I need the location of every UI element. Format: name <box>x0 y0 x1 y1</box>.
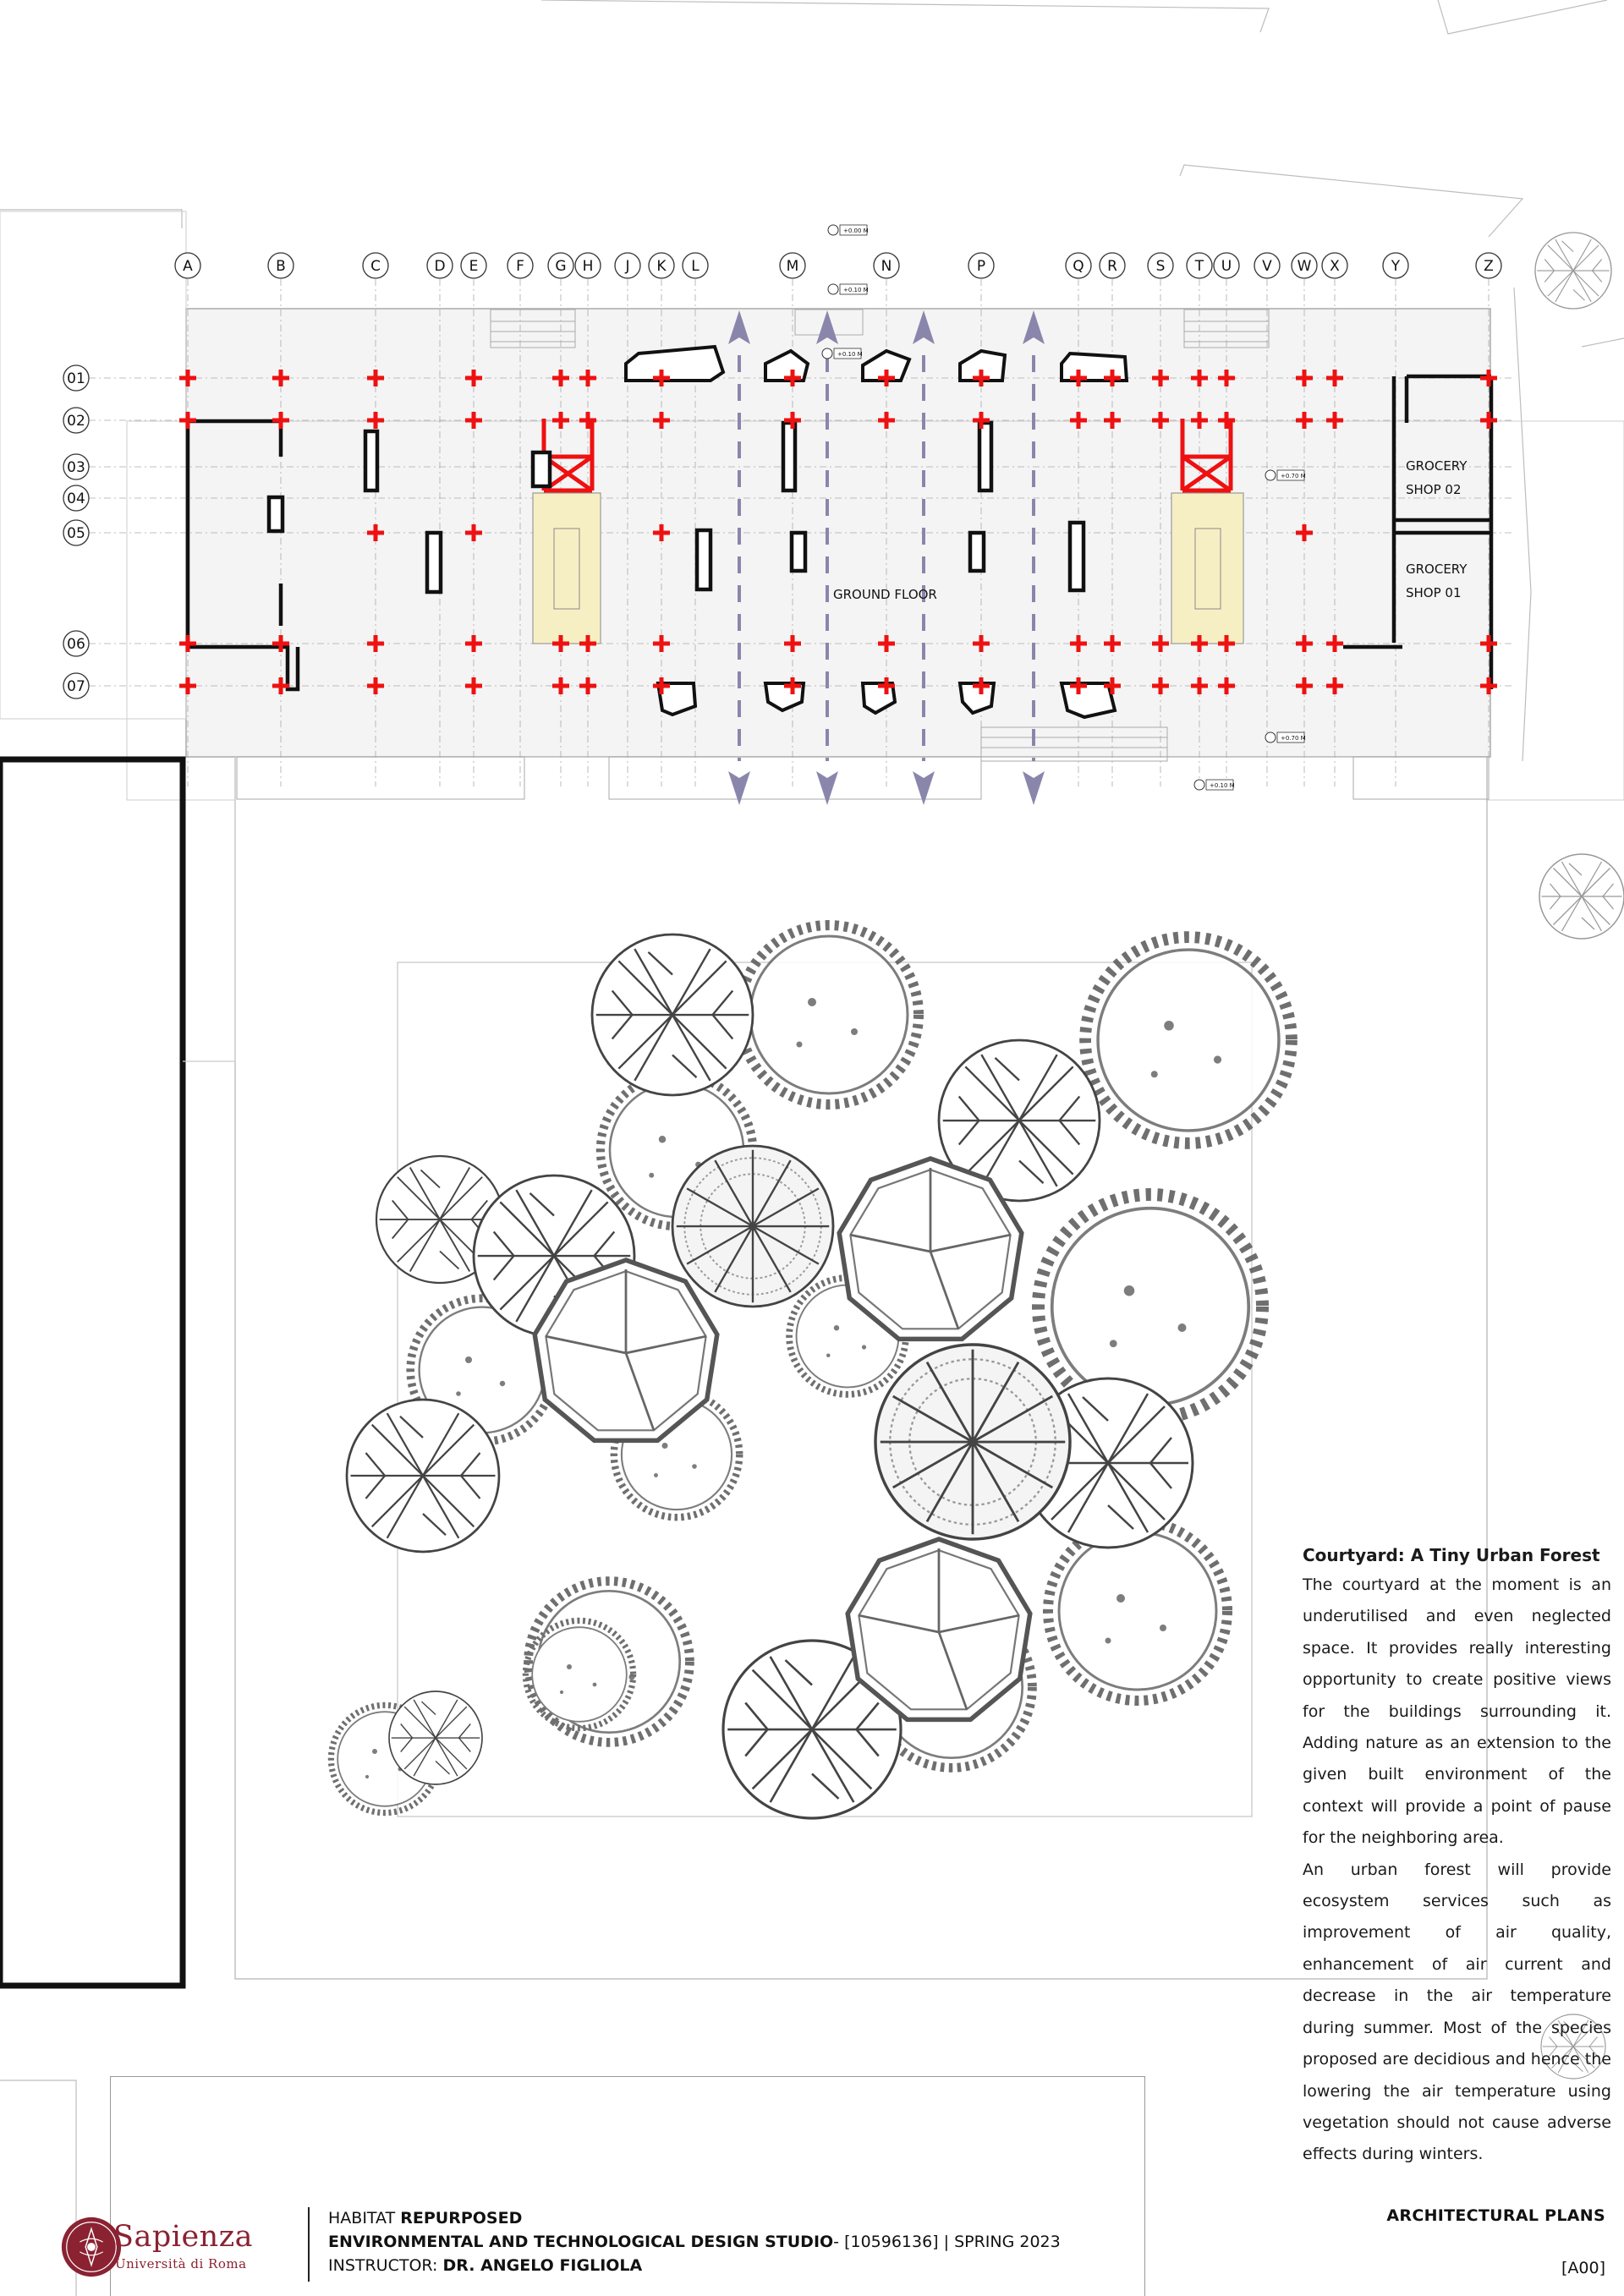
description-heading: Courtyard: A Tiny Urban Forest <box>1303 1545 1600 1565</box>
grid-label-col-Z: Z <box>1484 258 1494 275</box>
grid-label-col-Y: Y <box>1391 258 1401 275</box>
instructor-prefix: INSTRUCTOR: <box>328 2256 443 2275</box>
instructor-line <box>328 2256 642 2276</box>
grid-label-col-B: B <box>276 258 286 275</box>
level-tag-2: +0.10 M <box>843 287 869 293</box>
grid-label-col-E: E <box>469 258 479 275</box>
shop-01-label-line1: GROCERY <box>1406 562 1468 577</box>
level-tag-6: +0.10 M <box>1210 782 1235 789</box>
grid-label-row-06: 06 <box>67 636 85 653</box>
grid-label-col-T: T <box>1194 258 1204 275</box>
description-paragraph-1: The courtyard at the moment is an underutilised and even neglected space. It provides really interesting opportunity to create positive views for the buildings surrounding it. Adding nature as an extension to the given built environment of the context will provide a point of pause for the neighboring area. <box>1303 1575 1611 1848</box>
grid-label-row-07: 07 <box>67 678 85 695</box>
studio-name: ENVIRONMENTAL AND TECHNOLOGICAL DESIGN STUDIO <box>328 2233 834 2251</box>
grid-label-row-04: 04 <box>67 490 85 507</box>
level-tag-1: +0.00 M <box>843 227 869 234</box>
level-tag-4: +0.70 M <box>1281 473 1306 479</box>
studio-code: - [10596136] | SPRING 2023 <box>833 2233 1061 2251</box>
project-title <box>328 2209 522 2228</box>
floor-label: GROUND FLOOR <box>833 587 937 602</box>
grid-label-row-01: 01 <box>67 370 85 387</box>
grid-label-row-03: 03 <box>67 459 85 476</box>
studio-line <box>328 2233 1061 2252</box>
description-paragraph-2: An urban forest will provide ecosystem services such as improvement of air quality, enhancement of air current and decrease in the air temperature during summer. Most of the species proposed are decidious and hence the lowering the air temperature using vegetation should not cause adverse effects during winters. <box>1303 1860 1611 2164</box>
project-title-prefix: HABITAT <box>328 2209 401 2228</box>
university-name: Sapienza <box>113 2220 254 2254</box>
grid-label-col-H: H <box>582 258 594 275</box>
grid-label-col-D: D <box>434 258 446 275</box>
grid-label-col-S: S <box>1155 258 1166 275</box>
grid-label-col-P: P <box>976 258 986 275</box>
grid-label-col-F: F <box>516 258 524 275</box>
grid-label-col-X: X <box>1330 258 1340 275</box>
project-title-bold: REPURPOSED <box>400 2209 523 2228</box>
sheet-number: [A00] <box>1561 2259 1605 2277</box>
grid-label-col-R: R <box>1107 258 1117 275</box>
grid-label-col-W: W <box>1297 258 1312 275</box>
grid-label-col-Q: Q <box>1073 258 1084 275</box>
grid-label-col-M: M <box>786 258 799 275</box>
sheet-title: ARCHITECTURAL PLANS <box>1386 2206 1605 2225</box>
grid-label-row-05: 05 <box>67 525 85 542</box>
grid-label-col-C: C <box>370 258 381 275</box>
shop-02-label-line2: SHOP 02 <box>1406 482 1462 497</box>
grid-label-col-L: L <box>691 258 700 275</box>
shop-01-label-line2: SHOP 01 <box>1406 585 1462 600</box>
grid-label-col-A: A <box>183 258 193 275</box>
instructor-name: DR. ANGELO FIGLIOLA <box>442 2256 643 2275</box>
level-tag-5: +0.70 M <box>1281 735 1306 742</box>
grid-label-row-02: 02 <box>67 413 85 430</box>
grid-label-col-J: J <box>625 258 630 275</box>
shop-02-label-line1: GROCERY <box>1406 458 1468 474</box>
grid-label-col-N: N <box>881 258 892 275</box>
grid-label-col-U: U <box>1221 258 1232 275</box>
grid-label-col-K: K <box>656 258 667 275</box>
title-block-divider <box>308 2207 310 2282</box>
level-tag-3: +0.10 M <box>837 351 863 358</box>
grid-label-col-G: G <box>555 258 567 275</box>
grid-label-col-V: V <box>1262 258 1272 275</box>
university-subtitle: Università di Roma <box>115 2256 247 2271</box>
courtyard-description <box>1303 1541 1611 2171</box>
